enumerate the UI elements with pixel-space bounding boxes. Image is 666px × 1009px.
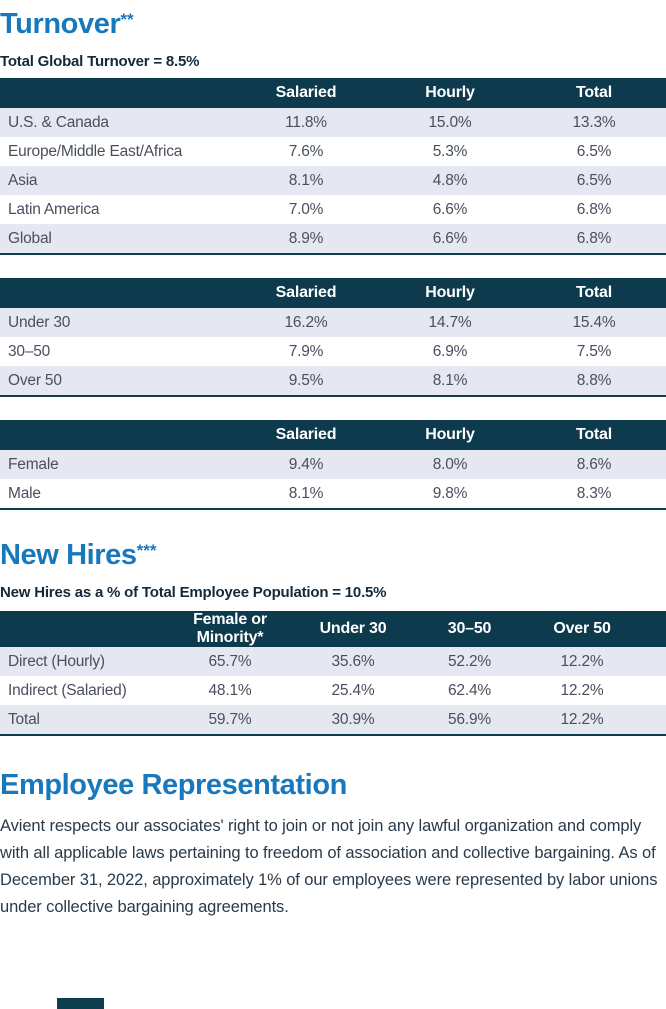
cell-value: 25.4% bbox=[331, 681, 375, 699]
row-label: U.S. & Canada bbox=[8, 113, 109, 131]
column-header: Total bbox=[522, 278, 666, 308]
turnover-footnote-marker: ** bbox=[120, 10, 134, 29]
cell-value: 5.3% bbox=[432, 142, 468, 160]
cell-value: 8.1% bbox=[288, 171, 324, 189]
row-label: Asia bbox=[8, 171, 38, 189]
column-header: Salaried bbox=[234, 420, 378, 450]
column-header: Hourly bbox=[378, 278, 522, 308]
turnover-by-region-table bbox=[0, 78, 666, 255]
employee-representation-heading: Employee Representation bbox=[0, 769, 347, 801]
new-hires-heading bbox=[0, 534, 666, 572]
column-header: Female or Minority* bbox=[167, 611, 293, 647]
row-label: Global bbox=[8, 229, 52, 247]
cell-value: 6.9% bbox=[432, 342, 468, 360]
empty-header-cell bbox=[0, 78, 234, 108]
table-row bbox=[0, 647, 666, 676]
column-header: Hourly bbox=[378, 420, 522, 450]
turnover-by-age-table bbox=[0, 278, 666, 397]
cell-value: 4.8% bbox=[432, 171, 468, 189]
table-row bbox=[0, 137, 666, 166]
column-header: Salaried bbox=[234, 278, 378, 308]
row-label: Direct (Hourly) bbox=[8, 652, 105, 670]
new-hires-footnote-marker: *** bbox=[136, 541, 157, 560]
cell-value: 6.6% bbox=[432, 200, 468, 218]
cell-value: 7.6% bbox=[288, 142, 324, 160]
row-label: Under 30 bbox=[8, 313, 71, 331]
cell-value: 59.7% bbox=[208, 710, 252, 728]
cell-value: 16.2% bbox=[284, 313, 328, 331]
table-row bbox=[0, 195, 666, 224]
cell-value: 6.8% bbox=[576, 200, 612, 218]
cell-value: 12.2% bbox=[560, 710, 604, 728]
cell-value: 30.9% bbox=[331, 710, 375, 728]
cell-value: 6.8% bbox=[576, 229, 612, 247]
cell-value: 52.2% bbox=[448, 652, 491, 670]
table-row bbox=[0, 366, 666, 396]
table-header-row bbox=[0, 611, 666, 647]
cell-value: 7.5% bbox=[576, 342, 612, 360]
page-footer-tab bbox=[57, 998, 104, 1009]
cell-value: 12.2% bbox=[560, 652, 604, 670]
cell-value: 9.5% bbox=[288, 371, 324, 389]
new-hires-table bbox=[0, 611, 666, 736]
cell-value: 6.5% bbox=[576, 142, 612, 160]
cell-value: 48.1% bbox=[208, 681, 252, 699]
column-header: 30–50 bbox=[413, 611, 526, 647]
table-row bbox=[0, 166, 666, 195]
table-row bbox=[0, 676, 666, 705]
cell-value: 8.0% bbox=[432, 455, 468, 473]
table-row bbox=[0, 224, 666, 254]
table-row bbox=[0, 337, 666, 366]
table-row bbox=[0, 479, 666, 509]
column-header: Over 50 bbox=[526, 611, 666, 647]
new-hires-heading-text: New Hires bbox=[0, 539, 137, 571]
cell-value: 12.2% bbox=[560, 681, 604, 699]
cell-value: 65.7% bbox=[208, 652, 252, 670]
table-header-row bbox=[0, 78, 666, 108]
cell-value: 8.6% bbox=[576, 455, 612, 473]
table-header-row bbox=[0, 278, 666, 308]
cell-value: 15.4% bbox=[572, 313, 616, 331]
cell-value: 56.9% bbox=[448, 710, 491, 728]
cell-value: 62.4% bbox=[448, 681, 491, 699]
cell-value: 8.8% bbox=[576, 371, 612, 389]
column-header: Total bbox=[522, 420, 666, 450]
turnover-heading bbox=[0, 3, 666, 41]
turnover-heading-text: Turnover bbox=[0, 8, 121, 40]
cell-value: 15.0% bbox=[428, 113, 472, 131]
column-header: Under 30 bbox=[293, 611, 413, 647]
cell-value: 13.3% bbox=[572, 113, 616, 131]
column-header: Total bbox=[522, 78, 666, 108]
cell-value: 9.8% bbox=[432, 484, 468, 502]
report-page bbox=[0, 3, 666, 921]
row-label: Male bbox=[8, 484, 41, 502]
table-row bbox=[0, 308, 666, 337]
table-row bbox=[0, 450, 666, 479]
cell-value: 14.7% bbox=[428, 313, 472, 331]
turnover-by-gender-table bbox=[0, 420, 666, 510]
row-label: Indirect (Salaried) bbox=[8, 681, 127, 699]
row-label: Europe/Middle East/Africa bbox=[8, 142, 183, 160]
column-header: Hourly bbox=[378, 78, 522, 108]
cell-value: 7.0% bbox=[288, 200, 324, 218]
cell-value: 6.5% bbox=[576, 171, 612, 189]
cell-value: 7.9% bbox=[288, 342, 324, 360]
cell-value: 6.6% bbox=[432, 229, 468, 247]
empty-header-cell bbox=[0, 611, 167, 647]
employee-representation-paragraph: Avient respects our associates' right to join or not join any lawful organization and comply with all applicable laws pertaining to freedom of association and collective bargaining. As of December 31, 2022, approximately 1% of our employees were represented by labor unions under collective bargaining agreements. bbox=[0, 817, 658, 916]
empty-header-cell bbox=[0, 278, 234, 308]
row-label: 30–50 bbox=[8, 342, 51, 360]
cell-value: 35.6% bbox=[331, 652, 375, 670]
table-row bbox=[0, 705, 666, 735]
column-header: Salaried bbox=[234, 78, 378, 108]
cell-value: 8.1% bbox=[288, 484, 324, 502]
row-label: Latin America bbox=[8, 200, 100, 218]
turnover-subtitle: Total Global Turnover = 8.5% bbox=[0, 53, 200, 70]
table-header-row bbox=[0, 420, 666, 450]
cell-value: 8.9% bbox=[288, 229, 324, 247]
row-label: Total bbox=[8, 710, 40, 728]
table-row bbox=[0, 108, 666, 137]
cell-value: 11.8% bbox=[285, 113, 327, 131]
empty-header-cell bbox=[0, 420, 234, 450]
cell-value: 9.4% bbox=[288, 455, 324, 473]
cell-value: 8.3% bbox=[576, 484, 612, 502]
row-label: Over 50 bbox=[8, 371, 62, 389]
new-hires-subtitle: New Hires as a % of Total Employee Population = 10.5% bbox=[0, 584, 387, 601]
row-label: Female bbox=[8, 455, 59, 473]
cell-value: 8.1% bbox=[432, 371, 468, 389]
